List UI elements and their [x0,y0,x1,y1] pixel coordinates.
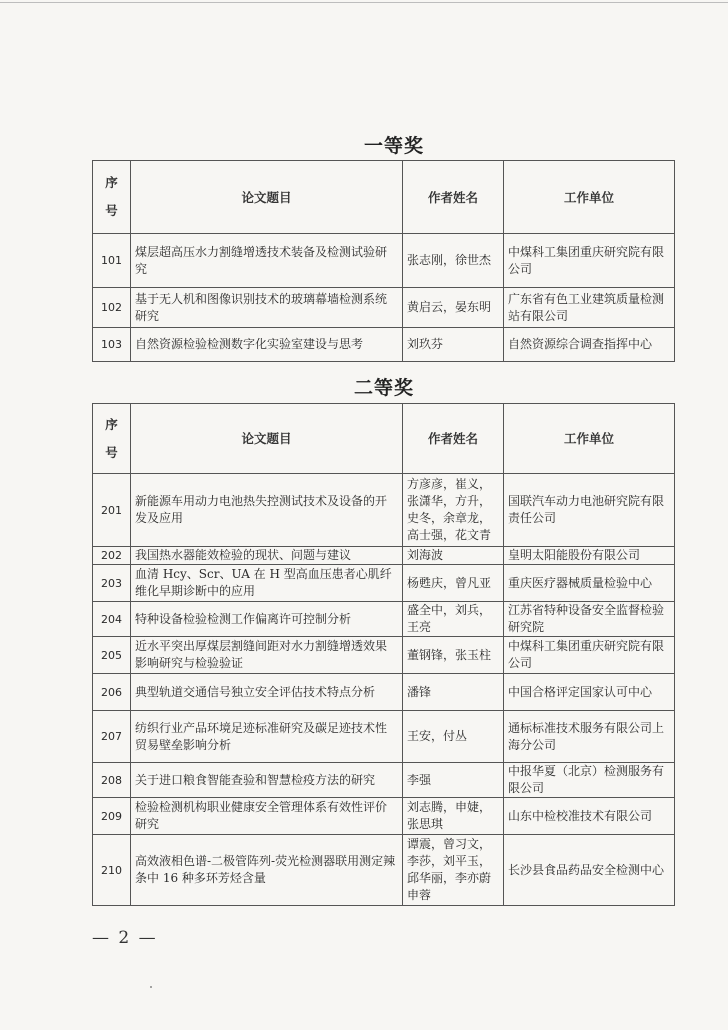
work-unit: 中煤科工集团重庆研究院有限公司 [504,234,675,288]
row-number: 208 [93,763,131,798]
work-unit: 通标标准技术服务有限公司上海分公司 [504,711,675,763]
paper-title: 纺织行业产品环境足迹标准研究及碳足迹技术性贸易壁垒影响分析 [131,711,403,763]
paper-title: 自然资源检验检测数字化实验室建设与思考 [131,328,403,362]
work-unit: 中报华夏（北京）检测服务有限公司 [504,763,675,798]
row-number: 202 [93,547,131,565]
row-number: 201 [93,474,131,547]
row-number: 102 [93,288,131,328]
author-names: 杨甦庆，曾凡亚 [403,565,504,602]
work-unit: 国联汽车动力电池研究院有限责任公司 [504,474,675,547]
table-row [93,547,675,565]
author-names: 盛全中，刘兵，王亮 [403,602,504,637]
author-names: 王安，付丛 [403,711,504,763]
header-seq [93,161,131,234]
work-unit: 中煤科工集团重庆研究院有限公司 [504,637,675,674]
table-header-row [93,161,675,234]
header-unit: 工作单位 [504,404,675,474]
row-number: 207 [93,711,131,763]
table-row [93,835,675,906]
paper-title: 关于进口粮食智能查验和智慧检疫方法的研究 [131,763,403,798]
author-names: 黄启云，晏东明 [403,288,504,328]
row-number: 204 [93,602,131,637]
section-title-second-prize: 二等奖 [353,377,414,399]
paper-title: 基于无人机和图像识别技术的玻璃幕墙检测系统研究 [131,288,403,328]
author-names: 潘锋 [403,674,504,711]
table-row [93,763,675,798]
header-seq-line1: 序 [105,416,118,432]
work-unit: 江苏省特种设备安全监督检验研究院 [504,602,675,637]
header-title: 论文题目 [131,404,403,474]
table-row [93,602,675,637]
row-number: 206 [93,674,131,711]
author-names: 方彦彦，崔义，张潇华，方升，史冬，余章龙，高士强，花文青 [403,474,504,547]
paper-title: 近水平突出厚煤层割缝间距对水力割缝增透效果影响研究与检验验证 [131,637,403,674]
header-authors: 作者姓名 [403,404,504,474]
paper-title: 典型轨道交通信号独立安全评估技术特点分析 [131,674,403,711]
work-unit: 重庆医疗器械质量检验中心 [504,565,675,602]
row-number: 101 [93,234,131,288]
paper-title: 检验检测机构职业健康安全管理体系有效性评价研究 [131,798,403,835]
table-row [93,637,675,674]
row-number: 205 [93,637,131,674]
table-row [93,288,675,328]
row-number: 209 [93,798,131,835]
header-seq [93,404,131,474]
header-title: 论文题目 [131,161,403,234]
table-header-row [93,404,675,474]
paper-title: 特种设备检验检测工作偏离许可控制分析 [131,602,403,637]
table-row [93,798,675,835]
work-unit: 广东省有色工业建筑质量检测站有限公司 [504,288,675,328]
work-unit: 自然资源综合调查指挥中心 [504,328,675,362]
work-unit: 皇明太阳能股份有限公司 [504,547,675,565]
row-number: 210 [93,835,131,906]
section-title-first-prize: 一等奖 [363,135,424,157]
author-names: 刘玖芬 [403,328,504,362]
table-row [93,328,675,362]
author-names: 董钢锋，张玉柱 [403,637,504,674]
top-rule [0,2,728,3]
work-unit: 长沙县食品药品安全检测中心 [504,835,675,906]
first-prize-table [92,160,675,362]
header-unit: 工作单位 [504,161,675,234]
author-names: 谭震，曾习文，李莎，刘平玉，邱华丽，李亦蔚申蓉 [403,835,504,906]
paper-title: 高效液相色谱-二极管阵列-荧光检测器联用测定辣条中 16 种多环芳烃含量 [131,835,403,906]
paper-title: 新能源车用动力电池热失控测试技术及设备的开发及应用 [131,474,403,547]
work-unit: 山东中检校准技术有限公司 [504,798,675,835]
author-names: 刘海波 [403,547,504,565]
author-names: 李强 [403,763,504,798]
header-authors: 作者姓名 [403,161,504,234]
header-seq-line1: 序 [105,175,118,190]
table-row [93,674,675,711]
table-row [93,711,675,763]
author-names: 张志刚，徐世杰 [403,234,504,288]
table-row [93,474,675,547]
second-prize-table [92,403,675,906]
author-names: 刘志腾，申婕，张思琪 [403,798,504,835]
page-number: — 2 — [92,928,158,948]
scan-speck [150,986,152,988]
table-row [93,565,675,602]
table-row [93,234,675,288]
row-number: 203 [93,565,131,602]
paper-title: 血清 Hcy、Scr、UA 在 H 型高血压患者心肌纤维化早期诊断中的应用 [131,565,403,602]
header-seq-line2: 号 [105,444,118,460]
header-seq-line2: 号 [105,203,118,218]
paper-title: 煤层超高压水力割缝增透技术装备及检测试验研究 [131,234,403,288]
paper-title: 我国热水器能效检验的现状、问题与建议 [131,547,403,565]
work-unit: 中国合格评定国家认可中心 [504,674,675,711]
row-number: 103 [93,328,131,362]
